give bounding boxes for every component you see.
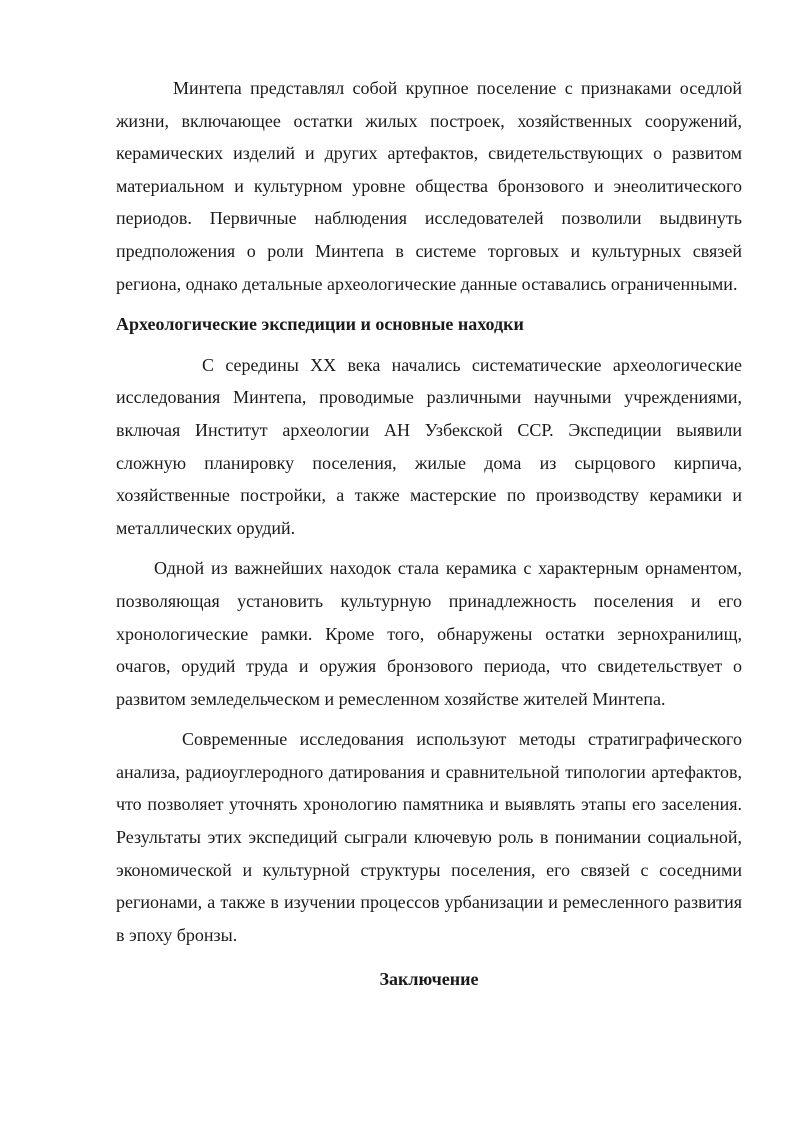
document-body (116, 72, 742, 996)
section-heading-conclusion: Заключение (379, 969, 479, 990)
paragraph-systematic-research: С середины XX века начались систематические археологические исследования Минтепа, проводимые различными научными учреждениями, включая Институт археологии АН Узбекской ССР. Экспедиции выявили сложную планировку поселения, жилые дома из сырцового кирпича, хозяйственные постройки, а также мастерские по производству керамики и металлических орудий. (116, 354, 742, 538)
section-heading-expeditions: Археологические экспедиции и основные находки (116, 314, 524, 335)
paragraph-ceramics-finds: Одной из важнейших находок стала керамика с характерным орнаментом, позволяющая установить культурную принадлежность поселения и его хронологические рамки. Кроме того, обнаружены остатки зернохранилищ, очагов, орудий труда и оружия бронзового периода, что свидетельствует о развитом земледельческом и ремесленном хозяйстве жителей Минтепа. (116, 558, 742, 709)
paragraph-modern-methods: Современные исследования используют методы стратиграфического анализа, радиоуглеродного датирования и сравнительной типологии артефактов, что позволяет уточнять хронологию памятника и выявлять этапы его заселения. Результаты этих экспедиций сыграли ключевую роль в понимании социальной, экономической и культурной структуры поселения, его связей с соседними регионами, а также в изучении процессов урбанизации и ремесленного развития в эпоху бронзы. (116, 729, 742, 945)
paragraph-mintepa-settlement: Минтепа представлял собой крупное поселение с признаками оседлой жизни, включающее остатки жилых построек, хозяйственных сооружений, керамических изделий и других артефактов, свидетельствующих о развитом материальном и культурном уровне общества бронзового и энеолитического периодов. Первичные наблюдения исследователей позволили выдвинуть предположения о роли Минтепа в системе торговых и культурных связей региона, однако детальные археологические данные оставались ограниченными. (116, 78, 742, 294)
